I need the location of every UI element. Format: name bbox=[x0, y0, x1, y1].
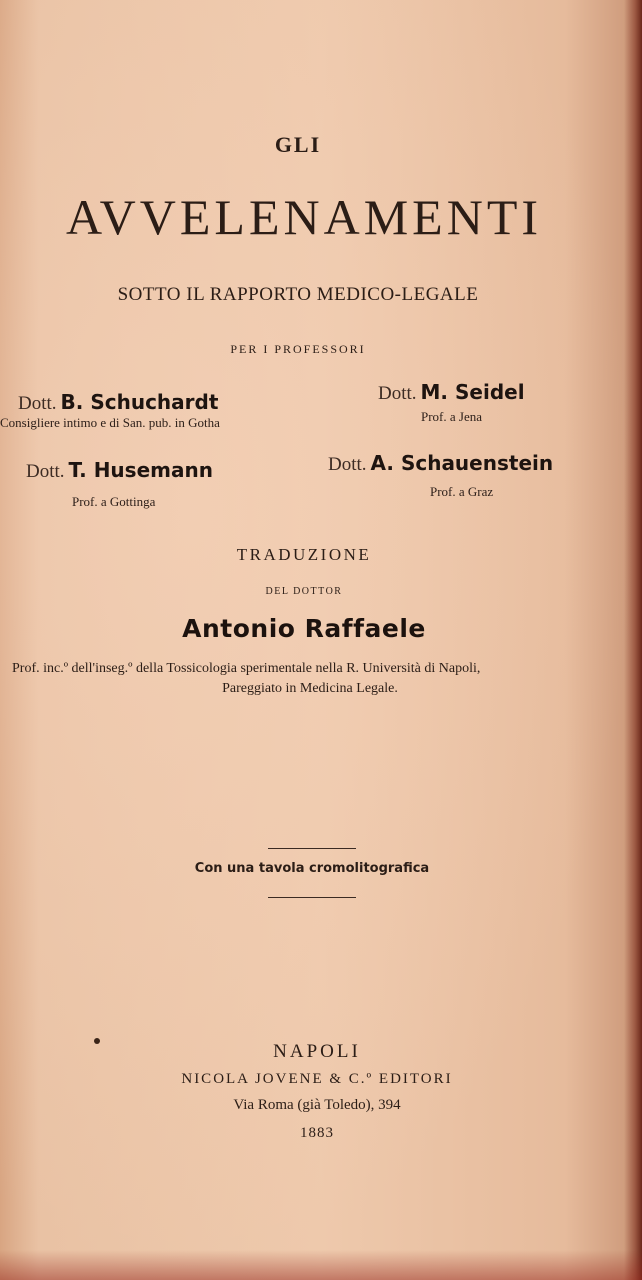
imprint-publisher: NICOLA JOVENE & C.º EDITORI bbox=[181, 1071, 453, 1087]
author-name: T. Husemann bbox=[68, 458, 213, 482]
page-edge-shadow bbox=[624, 0, 642, 1280]
translation-heading: TRADUZIONE bbox=[236, 545, 372, 564]
author-name: M. Seidel bbox=[420, 380, 525, 404]
author-prefix: Dott. bbox=[26, 461, 65, 482]
divider-rule bbox=[268, 897, 356, 898]
author-schuchardt bbox=[18, 390, 218, 415]
author-role: Prof. a Jena bbox=[421, 409, 483, 424]
author-role: Consigliere intimo e di San. pub. in Gotha bbox=[0, 415, 220, 430]
author-prefix: Dott. bbox=[378, 383, 417, 404]
author-prefix: Dott. bbox=[18, 393, 57, 414]
author-role: Prof. a Graz bbox=[430, 484, 494, 499]
author-seidel bbox=[378, 380, 525, 405]
imprint-address: Via Roma (già Toledo), 394 bbox=[233, 1097, 401, 1113]
book-title: AVVELENAMENTI bbox=[65, 189, 543, 245]
imprint-year: 1883 bbox=[300, 1125, 334, 1141]
author-role: Prof. a Gottinga bbox=[72, 494, 156, 509]
divider-rule bbox=[268, 848, 356, 849]
plate-note: Con una tavola cromolitografica bbox=[194, 861, 430, 876]
author-husemann bbox=[26, 458, 213, 483]
imprint-city: NAPOLI bbox=[273, 1041, 361, 1062]
authors-intro: PER I PROFESSORI bbox=[230, 342, 366, 356]
page-bottom-shadow bbox=[0, 1250, 642, 1280]
author-name: A. Schauenstein bbox=[370, 451, 554, 475]
translator-role-line-2: Pareggiato in Medicina Legale. bbox=[222, 681, 398, 696]
author-prefix: Dott. bbox=[328, 454, 367, 475]
author-name: B. Schuchardt bbox=[60, 390, 219, 414]
translator-role-line-1: Prof. inc.º dell'inseg.º della Tossicologia sperimentale nella R. Università di Napoli, bbox=[12, 661, 481, 676]
translation-by: DEL DOTTOR bbox=[265, 586, 343, 597]
translator-name: Antonio Raffaele bbox=[182, 614, 426, 643]
title-pre: GLI bbox=[274, 132, 322, 157]
author-schauenstein bbox=[328, 451, 553, 476]
book-subtitle: SOTTO IL RAPPORTO MEDICO-LEGALE bbox=[117, 284, 479, 305]
